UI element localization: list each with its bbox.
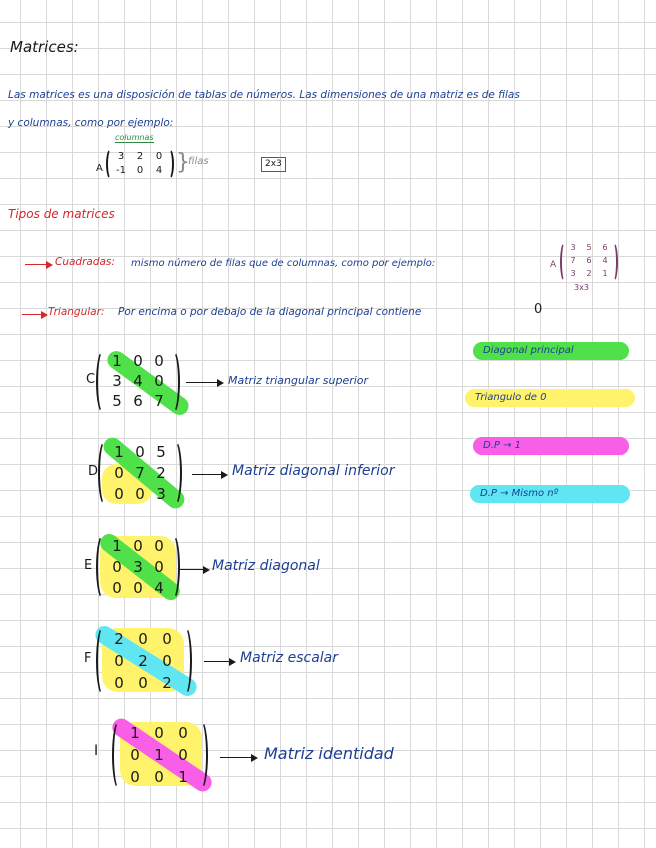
matrix-cell: 2: [156, 464, 166, 482]
right-paren: [168, 440, 182, 506]
arrow-icon: [220, 757, 256, 758]
dims-label: 2x3: [265, 159, 282, 169]
matrix-cell: 2: [136, 151, 144, 162]
matrix-cell: 4: [602, 256, 608, 265]
matrix-cell: 3: [156, 485, 166, 503]
matrix-cell: 1: [114, 443, 124, 461]
triangular-label: Triangular:: [48, 306, 105, 318]
example-matrix-name: A: [96, 163, 103, 174]
triangular-text: Por encima o por debajo de la diagonal principal contiene: [118, 306, 422, 318]
matrix-c: [96, 350, 180, 414]
legend-dp-uno: [473, 437, 629, 455]
matrix-cell: 0: [114, 464, 124, 482]
intro-line-1: Las matrices es una disposición de tablas de números. Las dimensiones de una matriz es de filas: [8, 89, 520, 101]
matrix-cell: 4: [133, 372, 143, 390]
matrix-cell: 5: [112, 392, 122, 410]
matrix-cell: 2: [162, 674, 172, 692]
matrix-cell: 0: [114, 674, 124, 692]
legend-label: Diagonal principal: [483, 345, 574, 356]
types-title: Tipos de matrices: [8, 207, 115, 221]
matrix-cell: 0: [178, 724, 188, 742]
matrix-cell: 0: [136, 165, 144, 176]
right-paren: [178, 626, 192, 696]
matrix-cell: 0: [114, 652, 124, 670]
matrix-d: [98, 440, 182, 506]
matrix-cell: 0: [133, 537, 143, 555]
right-paren: [166, 350, 180, 414]
legend-triangulo-cero: [465, 389, 635, 407]
square-matrix-name: A: [550, 260, 557, 270]
matrix-cell: 0: [178, 746, 188, 764]
rows-brace: }: [176, 150, 190, 175]
matrix-c-name: C: [86, 372, 96, 387]
matrix-cell: 0: [135, 485, 145, 503]
matrix-cell: 0: [154, 372, 164, 390]
right-paren: [166, 534, 180, 600]
matrix-f-caption: Matriz escalar: [240, 650, 338, 666]
legend-label: Triangulo de 0: [475, 392, 547, 403]
matrix-cell: 3: [117, 151, 125, 162]
matrix-cell: 0: [138, 630, 148, 648]
matrix-cell: 1: [112, 352, 122, 370]
matrix-e: [96, 534, 180, 600]
rows-label: filas: [188, 156, 209, 167]
right-paren: [194, 720, 208, 790]
matrix-cell: 2: [138, 652, 148, 670]
legend-diagonal-principal: [473, 342, 629, 360]
matrix-e-name: E: [84, 558, 93, 573]
matrix-i-caption: Matriz identidad: [264, 744, 394, 763]
matrix-f: [96, 626, 192, 696]
matrix-cell: 6: [133, 392, 143, 410]
matrix-cell: 0: [133, 579, 143, 597]
square-matrix: [560, 242, 618, 282]
columns-label: columnas: [115, 133, 154, 142]
arrow-icon: [204, 661, 234, 662]
matrix-cell: 2: [586, 269, 592, 278]
matrix-cell: 1: [178, 768, 188, 786]
matrix-cell: 0: [138, 674, 148, 692]
matrix-cell: 0: [112, 558, 122, 576]
matrix-cell: 0: [154, 768, 164, 786]
matrix-cell: 4: [154, 579, 164, 597]
matrix-cell: 5: [586, 243, 592, 252]
legend-dp-mismo: [470, 485, 630, 503]
matrix-cell: 0: [133, 352, 143, 370]
matrix-cell: 6: [586, 256, 592, 265]
legend-label: D.P → Mismo nº: [480, 488, 559, 499]
matrix-e-caption: Matriz diagonal: [212, 558, 320, 574]
matrix-cell: -1: [116, 165, 126, 176]
matrix-d-caption: Matriz diagonal inferior: [232, 463, 395, 479]
legend-label: D.P → 1: [483, 440, 522, 451]
matrix-cell: 7: [154, 392, 164, 410]
matrix-d-name: D: [88, 464, 99, 479]
matrix-cell: 3: [570, 269, 576, 278]
matrix-cell: 5: [156, 443, 166, 461]
left-paren: [96, 626, 110, 696]
matrix-cell: 4: [155, 165, 163, 176]
matrix-c-caption: Matriz triangular superior: [228, 374, 369, 387]
square-dims: 3x3: [574, 283, 589, 292]
matrix-f-name: F: [84, 651, 92, 666]
arrow-icon: [180, 569, 208, 570]
matrix-cell: 1: [112, 537, 122, 555]
matrix-cell: 3: [133, 558, 143, 576]
matrix-cell: 0: [114, 485, 124, 503]
matrix-i-name: I: [94, 743, 99, 759]
matrix-cell: 1: [130, 724, 140, 742]
arrow-icon: [22, 314, 46, 315]
dims-box: [261, 157, 286, 172]
matrix-cell: 3: [570, 243, 576, 252]
example-matrix: [106, 148, 174, 180]
matrix-cell: 1: [154, 746, 164, 764]
arrow-icon: [186, 382, 222, 383]
matrix-cell: 0: [154, 537, 164, 555]
matrix-cell: 0: [112, 579, 122, 597]
matrix-cell: 0: [135, 443, 145, 461]
matrix-i: [112, 720, 208, 790]
matrix-cell: 0: [154, 724, 164, 742]
matrix-cell: 7: [570, 256, 576, 265]
page-title: Matrices:: [10, 38, 79, 56]
square-label: Cuadradas:: [55, 256, 115, 268]
matrix-cell: 1: [602, 269, 608, 278]
matrix-cell: 0: [154, 558, 164, 576]
arrow-icon: [192, 474, 226, 475]
matrix-cell: 0: [130, 768, 140, 786]
triangular-zero: 0: [534, 302, 543, 317]
square-text: mismo número de filas que de columnas, como por ejemplo:: [131, 258, 436, 269]
matrix-cell: 0: [155, 151, 163, 162]
arrow-icon: [25, 264, 51, 265]
matrix-cell: 0: [154, 352, 164, 370]
matrix-cell: 3: [112, 372, 122, 390]
intro-line-2: y columnas, como por ejemplo:: [8, 117, 174, 129]
matrix-cell: 0: [162, 630, 172, 648]
matrix-cell: 0: [130, 746, 140, 764]
matrix-cell: 2: [114, 630, 124, 648]
matrix-cell: 6: [602, 243, 608, 252]
left-paren: [112, 720, 126, 790]
matrix-cell: 7: [135, 464, 145, 482]
matrix-cell: 0: [162, 652, 172, 670]
